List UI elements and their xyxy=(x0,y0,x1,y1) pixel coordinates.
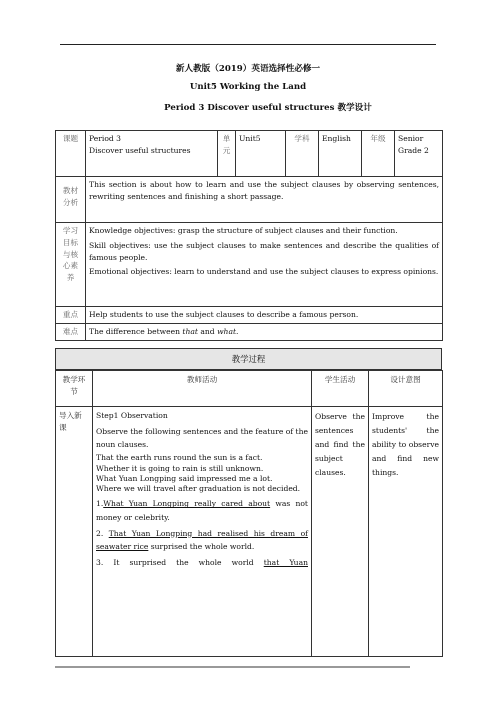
key-point-row xyxy=(56,307,443,324)
col-student: 学生活动 xyxy=(312,371,369,407)
difficult-point-row xyxy=(56,323,443,340)
numbered-sentence-3 xyxy=(96,556,308,570)
example-sentence-3: What Yuan Longping said impressed me a lot. xyxy=(96,473,273,483)
n3-text: 3. It surprised the whole world xyxy=(96,557,264,567)
topic-line-1: Period 3 xyxy=(89,134,121,143)
course-info-table xyxy=(55,130,443,341)
label-subject: 学科 xyxy=(286,131,319,177)
n2-num: 2. xyxy=(96,528,109,538)
process-banner: 教学过程 xyxy=(55,348,442,370)
topic-value xyxy=(86,131,218,177)
col-teacher: 教师活动 xyxy=(93,371,312,407)
step-title: Step1 Observation xyxy=(96,411,168,420)
objective-skill: Skill objectives: use the subject clauses to make sentences and describe the qualities of famous people. xyxy=(89,240,439,262)
label-objectives-4: 心素 xyxy=(62,261,79,271)
grade-line-2: Grade 2 xyxy=(398,145,429,155)
n3-underlined: that Yuan xyxy=(263,557,308,567)
n1-rest: was not money or celebrity. xyxy=(96,499,308,522)
header-rule xyxy=(60,44,436,45)
label-difficult: 难点 xyxy=(56,323,86,340)
objectives-text xyxy=(86,223,443,307)
design-intent: Improve the students' the ability to observe and find new things. xyxy=(369,407,443,657)
stage-intro-1: 导入新 xyxy=(59,411,82,420)
difficult-what: what xyxy=(217,326,237,336)
col-stage-1: 教学环 xyxy=(62,375,86,384)
student-activity: Observe the sentences and find the subject clauses. xyxy=(312,407,369,657)
grade-value xyxy=(395,131,443,177)
label-objectives-5: 养 xyxy=(66,273,75,283)
difficult-that: that xyxy=(182,326,198,336)
objective-emotional: Emotional objectives: learn to understand and use the subject clauses to express opinions. xyxy=(89,267,439,277)
doc-title-unit: Unit5 Working the Land xyxy=(189,82,307,92)
topic-line-2: Discover useful structures xyxy=(89,145,191,155)
example-sentence-2: Whether it is going to rain is still unknown. xyxy=(96,463,264,473)
footer-rule xyxy=(55,666,410,668)
analysis-row xyxy=(56,177,443,223)
analysis-text: This section is about how to learn and use the subject clauses by observing sentences, rewriting sentences and finishing a short passage. xyxy=(86,177,443,223)
difficult-prefix: The difference between xyxy=(89,326,183,336)
difficult-suffix: . xyxy=(236,326,239,336)
unit-value: Unit5 xyxy=(236,131,286,177)
topic-row xyxy=(56,131,443,177)
key-point-text: Help students to use the subject clauses to describe a famous person. xyxy=(86,307,443,324)
n2-underlined: That Yuan Longping had realised his dream of seawater rice xyxy=(96,528,308,552)
label-analysis xyxy=(56,177,86,223)
n1-underlined: What Yuan Longping really cared about xyxy=(103,499,271,509)
label-analysis-2: 分析 xyxy=(62,197,79,207)
example-sentence-4: Where we will travel after graduation is not decided. xyxy=(96,484,301,494)
label-unit xyxy=(218,131,236,177)
label-grade: 年级 xyxy=(362,131,395,177)
teaching-process-table xyxy=(55,370,443,657)
n1-num: 1. xyxy=(96,499,104,509)
difficult-and: and xyxy=(197,326,218,336)
label-objectives-2: 目标 xyxy=(62,237,79,247)
example-sentence-1: That the earth runs round the sun is a fact. xyxy=(96,453,263,463)
n2-rest: surprised the whole world. xyxy=(148,542,255,552)
process-row-intro xyxy=(56,407,443,657)
col-stage-2: 节 xyxy=(70,386,78,396)
doc-title-period: Period 3 Discover useful structures 教学设计 xyxy=(164,103,372,113)
grade-line-1: Senior xyxy=(398,134,424,143)
label-key: 重点 xyxy=(56,307,86,324)
label-unit-char-2: 元 xyxy=(222,145,231,155)
label-objectives-3: 与核 xyxy=(62,249,79,259)
label-topic: 课题 xyxy=(56,131,86,177)
doc-title-series: 新人教版（2019）英语选择性必修一 xyxy=(175,64,321,74)
label-analysis-1: 教材 xyxy=(62,186,79,195)
label-objectives-1: 学习 xyxy=(62,226,79,235)
objectives-row xyxy=(56,223,443,307)
stage-intro xyxy=(56,407,93,657)
col-design: 设计意图 xyxy=(369,371,443,407)
numbered-sentence-2 xyxy=(96,527,308,554)
subject-value: English xyxy=(319,131,362,177)
teacher-activity xyxy=(93,407,312,657)
step-intro: Observe the following sentences and the feature of the noun clauses. xyxy=(96,426,308,450)
numbered-sentence-1 xyxy=(96,497,308,524)
stage-intro-2: 课 xyxy=(59,422,67,432)
col-stage xyxy=(56,371,93,407)
label-unit-char-1: 单 xyxy=(222,134,231,143)
difficult-point-text xyxy=(86,323,443,340)
process-header-row xyxy=(56,371,443,407)
objective-knowledge: Knowledge objectives: grasp the structure of subject clauses and their function. xyxy=(89,226,398,235)
label-objectives xyxy=(56,223,86,307)
